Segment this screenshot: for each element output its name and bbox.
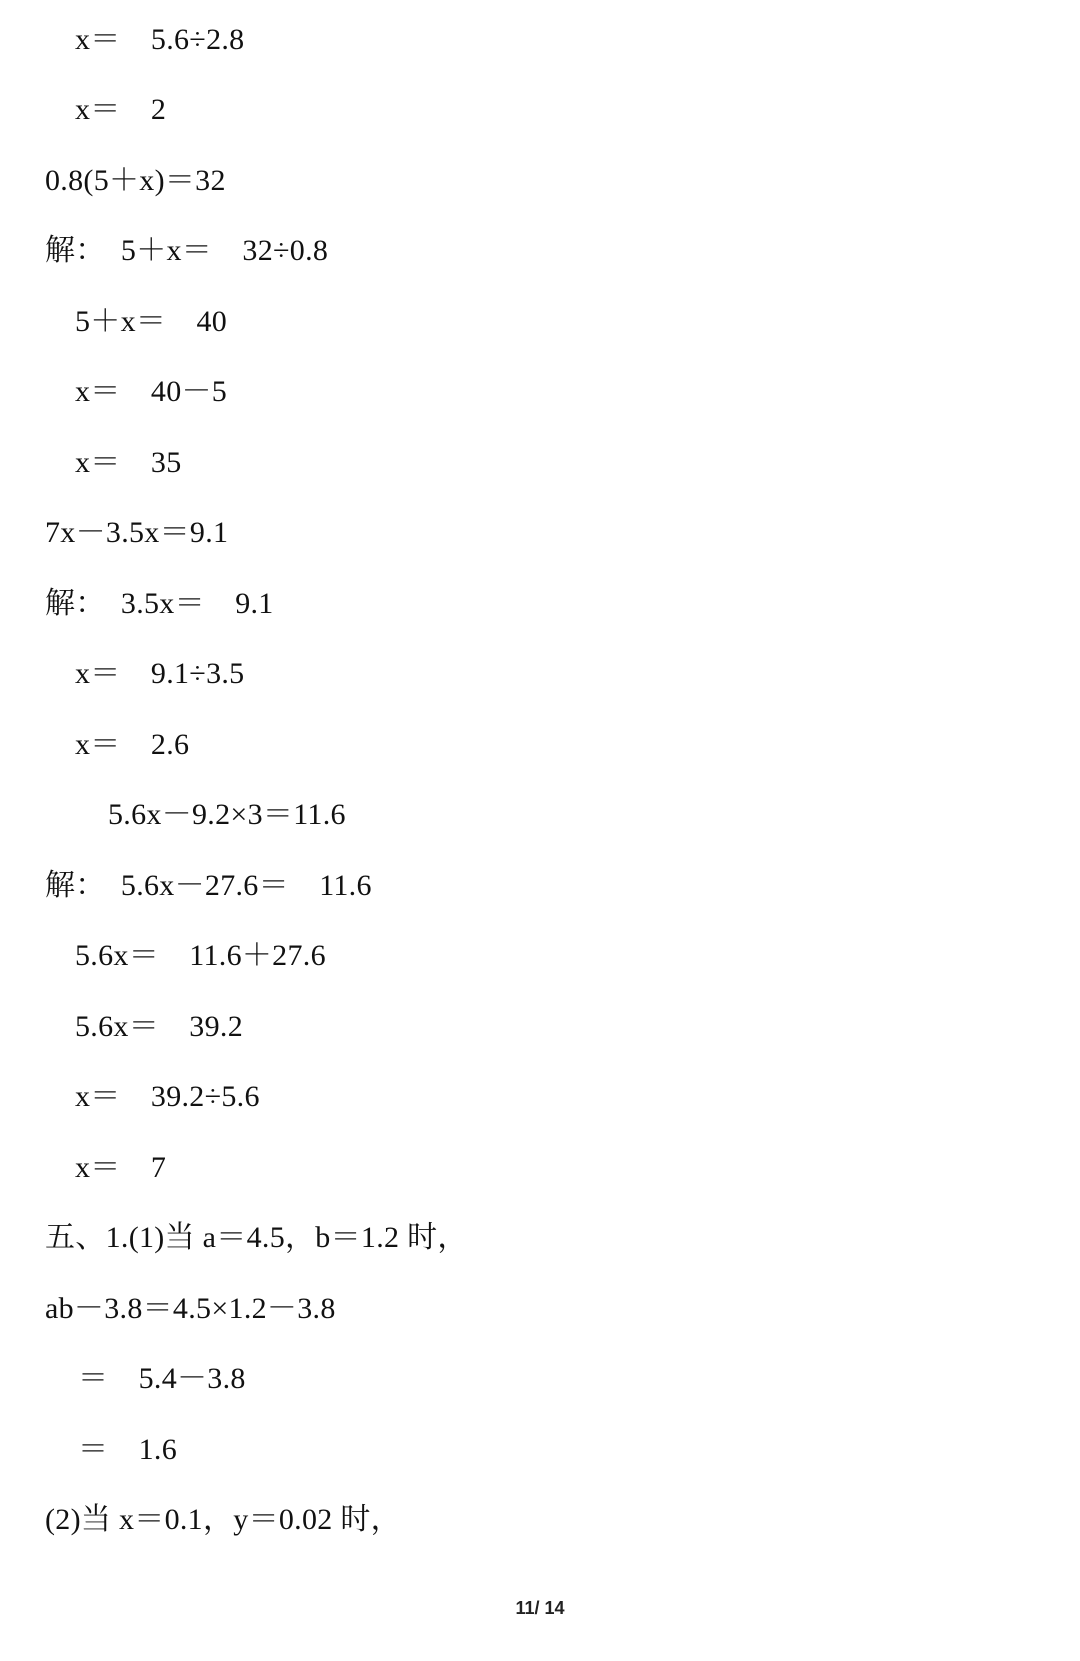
- equation-line-16: x＝ 39.2÷5.6: [75, 1080, 260, 1113]
- equation-line-3: 0.8(5＋x)＝32: [45, 164, 226, 197]
- equation-line-6: x＝ 40－5: [75, 375, 228, 408]
- equation-line-15: 5.6x＝ 39.2: [75, 1010, 243, 1043]
- page-number: 11/ 14: [515, 1598, 565, 1618]
- equation-line-11: x＝ 2.6: [75, 728, 190, 761]
- equation-line-14: 5.6x＝ 11.6＋27.6: [75, 939, 326, 972]
- equation-line-19: ab－3.8＝4.5×1.2－3.8: [45, 1292, 336, 1325]
- equation-line-20: ＝ 5.4－3.8: [78, 1362, 246, 1395]
- equation-line-22: (2)当 x＝0.1，y＝0.02 时，: [45, 1503, 401, 1536]
- section-heading-line: 五、1.(1)当 a＝4.5，b＝1.2 时，: [45, 1221, 468, 1254]
- equation-line-2: x＝ 2: [75, 93, 167, 126]
- equation-line-9: 解： 3.5x＝ 9.1: [45, 587, 274, 620]
- equation-line-10: x＝ 9.1÷3.5: [75, 657, 245, 690]
- equation-line-21: ＝ 1.6: [78, 1433, 177, 1466]
- equation-line-13: 解： 5.6x－27.6＝ 11.6: [45, 869, 372, 902]
- equation-line-1: x＝ 5.6÷2.8: [75, 23, 245, 56]
- equation-line-5: 5＋x＝ 40: [75, 305, 228, 338]
- equation-line-17: x＝ 7: [75, 1151, 167, 1184]
- equation-line-7: x＝ 35: [75, 446, 182, 479]
- equation-line-8: 7x－3.5x＝9.1: [45, 516, 229, 549]
- equation-line-4: 解： 5＋x＝ 32÷0.8: [45, 234, 329, 267]
- equation-line-12: 5.6x－9.2×3＝11.6: [108, 798, 346, 831]
